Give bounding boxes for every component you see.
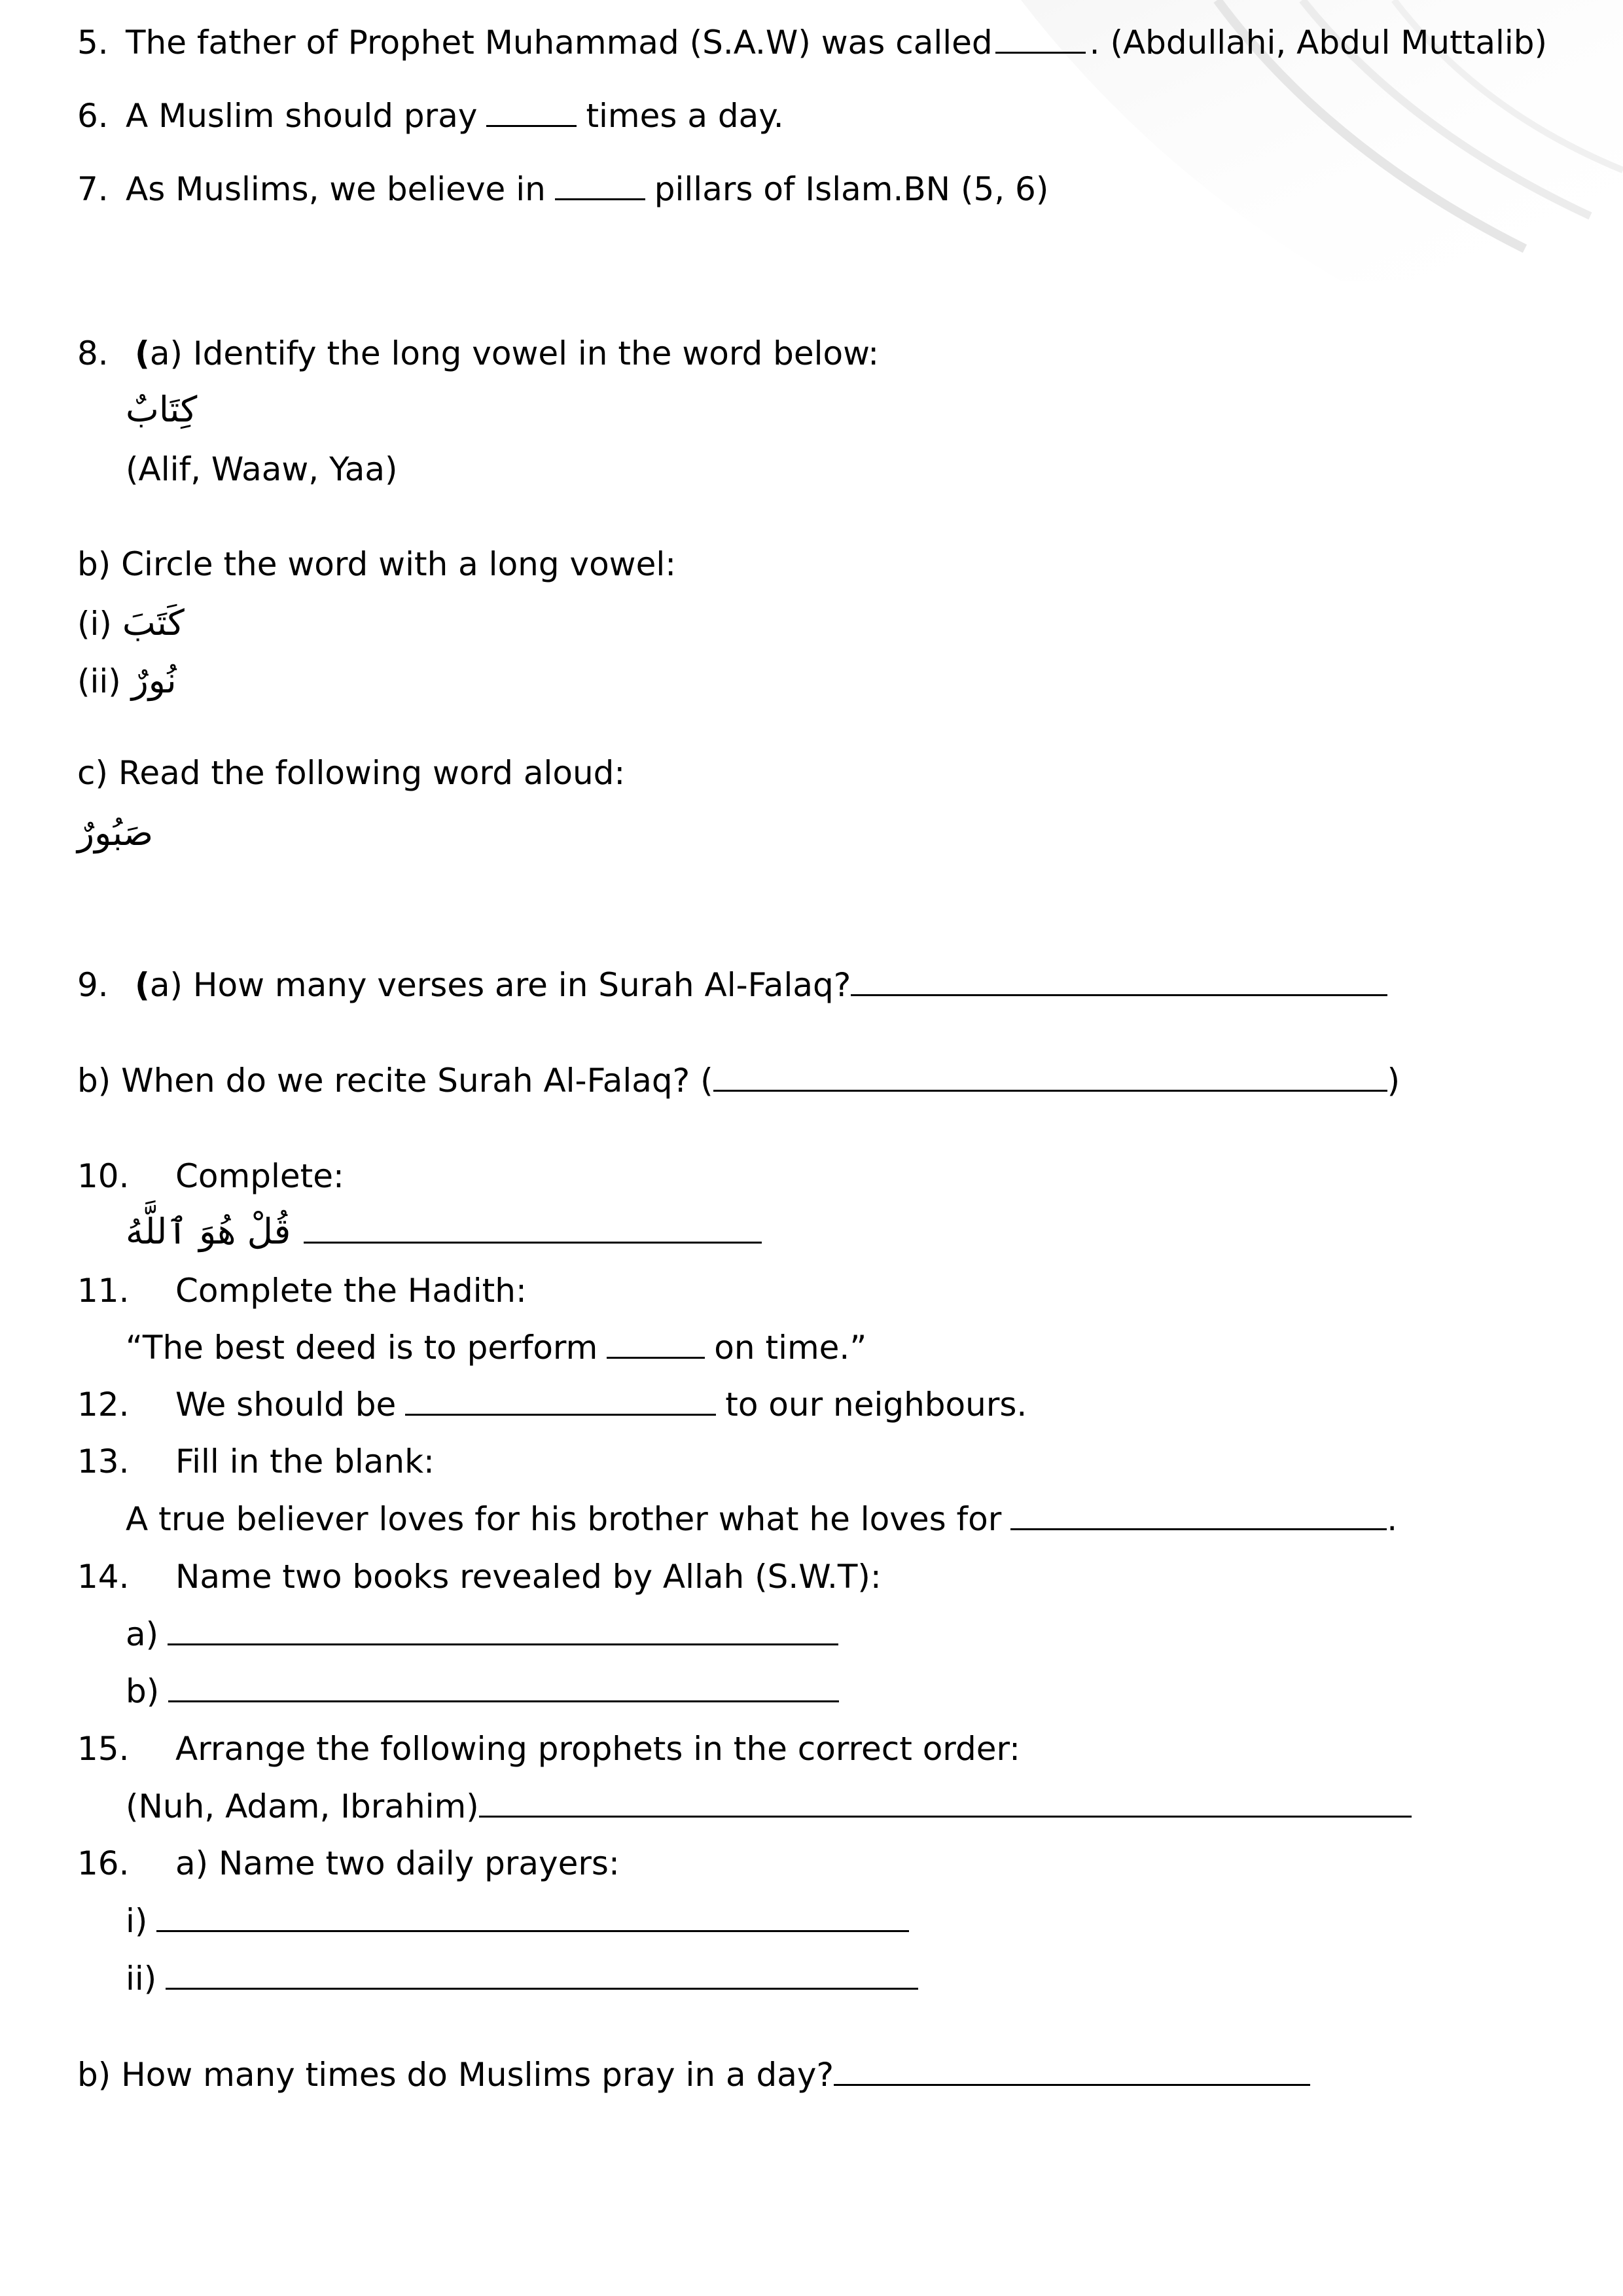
question-14 [77, 1559, 882, 1595]
close-paren: ) [1387, 1062, 1400, 1100]
question-8c [77, 755, 625, 791]
question-13 [77, 1444, 435, 1480]
paren: ( [135, 334, 150, 372]
question-11-hadith [126, 1330, 866, 1366]
question-text: Arrange the following prophets in the correct order: [175, 1730, 1020, 1768]
question-number: 15. [77, 1730, 130, 1768]
question-text: b) How many times do Muslims pray in a day? [77, 2056, 834, 2094]
answer-blank[interactable] [479, 1812, 1412, 1818]
question-number: 10. [77, 1157, 130, 1195]
question-text-before: As Muslims, we believe in [126, 170, 546, 208]
answer-blank[interactable] [834, 2080, 1310, 2086]
question-9a [77, 967, 1391, 1003]
question-number: 5. [77, 24, 109, 62]
question-6 [77, 98, 784, 134]
answer-label: b) [126, 1672, 160, 1710]
question-number: 9. [77, 966, 109, 1004]
question-text: The father of Prophet Muhammad (S.A.W) was called [126, 24, 993, 62]
question-number: 13. [77, 1443, 130, 1480]
answer-blank[interactable] [555, 194, 645, 200]
question-options: (Alif, Waaw, Yaa) [126, 450, 398, 488]
question-15-options [126, 1789, 1416, 1825]
question-text: Complete: [175, 1157, 344, 1195]
question-16-ii [126, 1961, 922, 1997]
question-text-before: A Muslim should pray [126, 97, 478, 135]
sentence-after: . [1387, 1500, 1398, 1538]
question-8a-options [126, 452, 398, 488]
question-text-after: to our neighbours. [725, 1386, 1027, 1424]
question-text: Fill in the blank: [175, 1443, 435, 1480]
question-16a [77, 1846, 620, 1882]
question-10-arabic [126, 1212, 766, 1251]
arabic-word: كِتَابٌ [126, 389, 198, 430]
question-number: 7. [77, 170, 109, 208]
option-ii[interactable] [77, 661, 177, 700]
question-8b [77, 547, 676, 583]
question-16-i [126, 1903, 913, 1939]
question-number: 16. [77, 1844, 130, 1882]
question-options: (Nuh, Adam, Ibrahim) [126, 1787, 479, 1825]
arabic-word-sabur [77, 814, 153, 852]
question-text: c) Read the following word aloud: [77, 754, 626, 792]
question-8a [77, 336, 879, 372]
paren: ( [135, 966, 150, 1004]
question-text-after: pillars of Islam.BN (5, 6) [654, 170, 1049, 208]
answer-blank[interactable] [156, 1926, 909, 1932]
question-text-after: times a day. [586, 97, 784, 135]
question-text: b) Circle the word with a long vowel: [77, 545, 677, 583]
answer-label: ii) [126, 1960, 157, 1998]
question-16b [77, 2057, 1314, 2093]
answer-blank[interactable] [405, 1410, 716, 1416]
question-options: . (Abdullahi, Abdul Muttalib) [1089, 24, 1547, 62]
question-9b [77, 1063, 1400, 1099]
arabic-word: نُورٌ [131, 660, 177, 701]
answer-blank[interactable] [995, 48, 1086, 54]
question-text: Name two books revealed by Allah (S.W.T): [175, 1558, 882, 1596]
sentence-before: A true believer loves for his brother what he loves for [126, 1500, 1002, 1538]
question-11 [77, 1273, 527, 1309]
question-12 [77, 1387, 1027, 1423]
question-text-before: We should be [175, 1386, 397, 1424]
question-15 [77, 1731, 1020, 1767]
question-text: b) When do we recite Surah Al-Falaq? ( [77, 1062, 713, 1100]
question-7 [77, 171, 1048, 207]
hadith-before: “The best deed is to perform [126, 1329, 598, 1367]
arabic-phrase: قُلْ هُوَ ٱللَّهُ [126, 1211, 291, 1252]
answer-blank[interactable] [1010, 1524, 1387, 1530]
answer-blank[interactable] [713, 1086, 1387, 1092]
answer-blank[interactable] [168, 1640, 838, 1645]
answer-blank[interactable] [166, 1984, 918, 1990]
question-14-a [126, 1617, 842, 1653]
arabic-word: صَبُورٌ [77, 812, 154, 853]
question-number: 12. [77, 1386, 130, 1424]
question-number: 14. [77, 1558, 130, 1596]
question-13-sentence [126, 1501, 1397, 1537]
question-number: 8. [77, 334, 109, 372]
answer-blank[interactable] [851, 990, 1387, 996]
answer-blank[interactable] [168, 1696, 839, 1702]
answer-label: a) [126, 1615, 159, 1653]
question-text: a) Identify the long vowel in the word below: [149, 334, 880, 372]
option-i[interactable] [77, 603, 185, 642]
answer-label: i) [126, 1902, 148, 1940]
arabic-word: كَتَبَ [122, 602, 185, 643]
answer-blank[interactable] [607, 1353, 705, 1359]
question-text: Complete the Hadith: [175, 1272, 527, 1310]
question-text: a) Name two daily prayers: [175, 1844, 620, 1882]
option-label: (ii) [77, 662, 121, 700]
arabic-word-kitab [126, 390, 197, 429]
hadith-after: on time.” [714, 1329, 867, 1367]
question-14-b [126, 1674, 843, 1710]
question-number: 11. [77, 1272, 130, 1310]
answer-blank[interactable] [304, 1238, 762, 1244]
question-5 [77, 25, 1547, 61]
answer-blank[interactable] [486, 121, 577, 127]
question-number: 6. [77, 97, 109, 135]
question-text: a) How many verses are in Surah Al-Falaq? [149, 966, 851, 1004]
option-label: (i) [77, 605, 112, 643]
question-10 [77, 1158, 344, 1194]
